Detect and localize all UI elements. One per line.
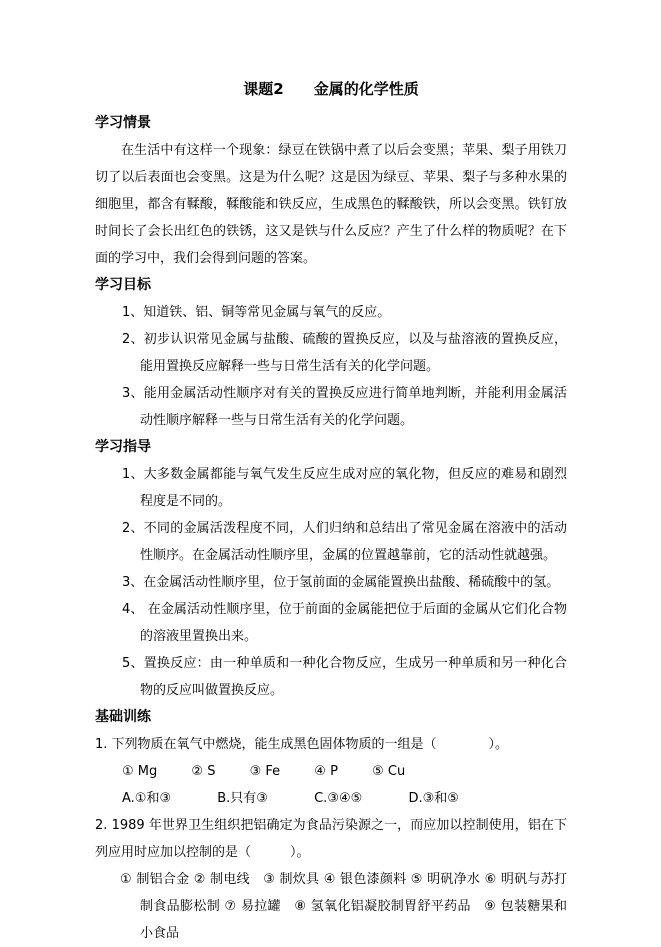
option-d: D.③和⑤ xyxy=(408,791,459,806)
guidance-item: 4、 在金属活动性顺序里，位于前面的金属能把位于后面的金属从它们化合物的溶液里置换出来。 xyxy=(122,602,567,644)
section-study-guidance xyxy=(95,434,567,704)
learning-objectives-heading: 学习目标 xyxy=(95,277,151,293)
objective-item: 1、知道铁、铝、铜等常见金属与氧气的反应。 xyxy=(122,305,391,320)
section-basic-practice xyxy=(95,704,567,947)
question-1-stem: 1. 下列物质在氧气中燃烧，能生成黑色固体物质的一组是（ ）。 xyxy=(95,737,509,752)
objective-item: 3、能用金属活动性顺序对有关的置换反应进行简单地判断，并能利用金属活动性顺序解释一些与日常生活有关的化学问题。 xyxy=(122,386,567,428)
learning-context-heading: 学习情景 xyxy=(95,115,151,131)
question-2-stem: 2. 1989 年世界卫生组织把铝确定为食品污染源之一，而应加以控制使用，铝在下列应用时应加以控制的是（ ）。 xyxy=(95,818,567,860)
choice-4: ④ P xyxy=(314,764,338,779)
option-a: A.①和③ xyxy=(122,791,172,806)
choice-2: ② S xyxy=(191,764,216,779)
option-b: B.只有③ xyxy=(217,791,268,806)
question-2-numbered-items: ① 制铝合金 ② 制电线 ③ 制炊具 ④ 银色漆颜料 ⑤ 明矾净水 ⑥ 明矾与苏打制食品膨松制 ⑦ 易拉罐 ⑧ 氢氧化铝凝胶制胃舒平药品 ⑨ 包装糖果和小食品 xyxy=(120,872,567,941)
choice-3: ③ Fe xyxy=(249,764,281,779)
option-c: C.③④⑤ xyxy=(314,791,363,806)
guidance-item: 5、置换反应：由一种单质和一种化合物反应，生成另一种单质和另一种化合物的反应叫做置换反应。 xyxy=(122,656,567,698)
section-learning-objectives xyxy=(95,272,567,434)
basic-practice-heading: 基础训练 xyxy=(95,709,151,725)
page-title: 课题2 金属的化学性质 xyxy=(243,80,419,98)
study-guidance-heading: 学习指导 xyxy=(95,439,151,455)
guidance-item: 3、在金属活动性顺序里，位于氢前面的金属能置换出盐酸、稀硫酸中的氢。 xyxy=(122,575,560,590)
choice-1: ① Mg xyxy=(122,764,158,779)
guidance-item: 1、大多数金属都能与氧气发生反应生成对应的氧化物，但反应的难易和剧烈程度是不同的。 xyxy=(122,467,567,509)
learning-context-paragraph: 在生活中有这样一个现象：绿豆在铁锅中煮了以后会变黑；苹果、梨子用铁刀切了以后表面也会变黑。这是为什么呢？这是因为绿豆、苹果、梨子与多种水果的细胞里，都含有鞣酸，鞣酸能和铁反应，生成黑色的鞣酸铁，所以会变黑。铁钉放时间长了会长出红色的铁锈，这又是铁与什么反应？产生了什么样的物质呢？在下面的学习中，我们会得到问题的答案。 xyxy=(95,143,567,266)
guidance-item: 2、不同的金属活泼程度不同，人们归纳和总结出了常见金属在溶液中的活动性顺序。在金属活动性顺序里，金属的位置越靠前，它的活动性就越强。 xyxy=(122,521,567,563)
section-learning-context xyxy=(95,110,567,272)
choice-5: ⑤ Cu xyxy=(372,764,406,779)
question-1-numbered-choices xyxy=(95,758,567,785)
objective-item: 2、初步认识常见金属与盐酸、硫酸的置换反应，以及与盐溶液的置换反应，能用置换反应解释一些与日常生活有关的化学问题。 xyxy=(122,332,567,374)
question-1-answer-options xyxy=(95,785,567,812)
